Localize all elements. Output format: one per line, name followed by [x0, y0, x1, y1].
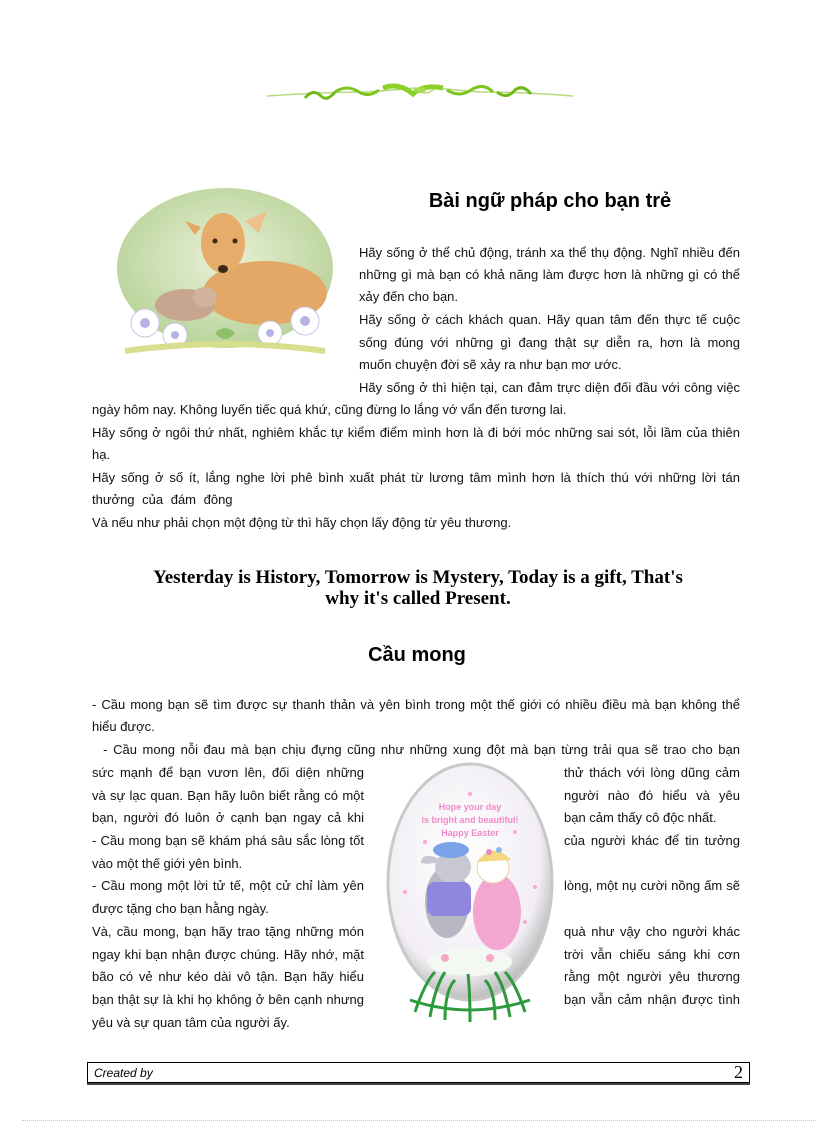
page-boundary — [22, 1120, 816, 1121]
paragraph-line-right: của người khác để tin tưởng — [564, 833, 740, 848]
page-footer — [87, 1062, 750, 1083]
paragraph-line: thưởng của đám đông — [92, 492, 233, 507]
paragraph-line-right: rằng một người yêu thương — [564, 969, 740, 984]
paragraph-line: Hãy sống ở thì hiện tại, can đảm trực diện đối đầu với công việc — [359, 380, 740, 395]
paragraph-line-left: Và, cầu mong, bạn hãy trao tặng những món — [92, 924, 364, 939]
paragraph-line: Hãy sống ở số ít, lắng nghe lời phê bình xuất phát từ lương tâm mình hơn là thích thú với những lời tán — [92, 470, 740, 485]
quote-line-1: Yesterday is History, Tomorrow is Mystery, Today is a gift, That's — [153, 567, 683, 588]
paragraph-line-left: bạn, người đó luôn ở cạnh bạn ngay cả khi — [92, 810, 364, 825]
section-title-grammar: Bài ngữ pháp cho bạn trẻ — [428, 190, 672, 212]
paragraph-line: những gì mà bạn có khả năng làm được hơn là những gì có thể — [359, 267, 740, 282]
paragraph-line-left: - Cầu mong một lời tử tế, một cử chỉ làm yên — [92, 878, 364, 893]
section-title-wishes: Cầu mong — [368, 644, 466, 666]
paragraph-line-left: vào một thế giới yên bình. — [92, 856, 243, 871]
paragraph-line-left: bạn thật sự là khi họ không ở bên cạnh nhưng — [92, 992, 364, 1007]
footer-created-by: Created by — [94, 1066, 153, 1080]
page-number: 2 — [734, 1062, 743, 1082]
easter-card-line-1: Hope your day — [438, 802, 502, 812]
vine-ornament-icon — [265, 78, 575, 106]
paragraph-line-left: - Cầu mong bạn sẽ khám phá sâu sắc lòng tốt — [92, 833, 364, 848]
paragraph-line: xảy đến cho bạn. — [359, 289, 459, 304]
easter-card-line-2: is bright and beautiful! — [421, 815, 519, 825]
paragraph-line: hạ. — [92, 447, 111, 462]
paragraph-line: sống đúng với những gì đang thật sự diễn ra, hơn là mong — [359, 335, 740, 350]
paragraph-line-left: yêu và sự quan tâm của người ấy. — [92, 1015, 290, 1030]
paragraph-line: - Cầu mong nỗi đau mà bạn chịu đựng cũng như những xung đột mà bạn từng trải qua sẽ trao cho bạn — [92, 742, 740, 757]
paragraph-line-left: bão có vẻ như kéo dài vô tận. Bạn hãy hiểu — [92, 969, 364, 984]
paragraph-line: Và nếu như phải chọn một động từ thì hãy chọn lấy động từ yêu thương. — [92, 515, 512, 530]
paragraph-line-right: quà như vậy cho người khác — [564, 924, 740, 939]
paragraph-line-right: bạn cảm thấy cô độc nhất. — [564, 810, 717, 825]
paragraph-line-right: lòng, một nụ cười nồng ấm sẽ — [564, 878, 740, 893]
paragraph-line-left: ngay khi bạn nhận được chúng. Hãy nhớ, mặt — [92, 947, 364, 962]
paragraph-line: muốn chuyện đời sẽ xảy ra như bạn mơ ước. — [359, 357, 622, 372]
paragraph-line-right: người nào đó hiểu và yêu — [564, 788, 740, 803]
quote-line-2: why it's called Present. — [325, 588, 511, 609]
paragraph-line: Hãy sống ở ngôi thứ nhất, nghiêm khắc tự kiểm điểm mình hơn là đi bới móc những sai sót, lỗi lầm của thiên — [92, 425, 740, 440]
paragraph-line: Hãy sống ở cách khách quan. Hãy quan tâm đến thực tế cuộc — [359, 312, 740, 327]
paragraph-line-right: thử thách với lòng dũng cảm — [564, 765, 740, 780]
paragraph-line-left: được tặng cho bạn hằng ngày. — [92, 901, 269, 916]
paragraph-line: ngày hôm nay. Không luyến tiếc quá khứ, cũng đừng lo lắng vớ vẩn đến tương lai. — [92, 402, 567, 417]
paragraph-line: Hãy sống ở thể chủ động, tránh xa thể thụ động. Nghĩ nhiều đến — [359, 245, 740, 260]
paragraph-line-left: và sự lạc quan. Bạn hãy luôn biết rằng có một — [92, 788, 364, 803]
deer-illustration — [105, 183, 345, 373]
paragraph-line-right: bạn vẫn cảm nhận được tình — [564, 992, 740, 1007]
paragraph-line: - Cầu mong bạn sẽ tìm được sự thanh thản và yên bình trong một thế giới có nhiều điều mà bạn không thể — [92, 697, 740, 712]
paragraph-line-right: trời vẫn chiếu sáng khi cơn — [564, 947, 740, 962]
paragraph-line: hiểu được. — [92, 719, 155, 734]
easter-card-line-3: Happy Easter — [441, 828, 499, 838]
paragraph-line-left: sức mạnh để bạn vươn lên, đối diện những — [92, 765, 364, 780]
easter-card-illustration — [385, 762, 555, 1030]
